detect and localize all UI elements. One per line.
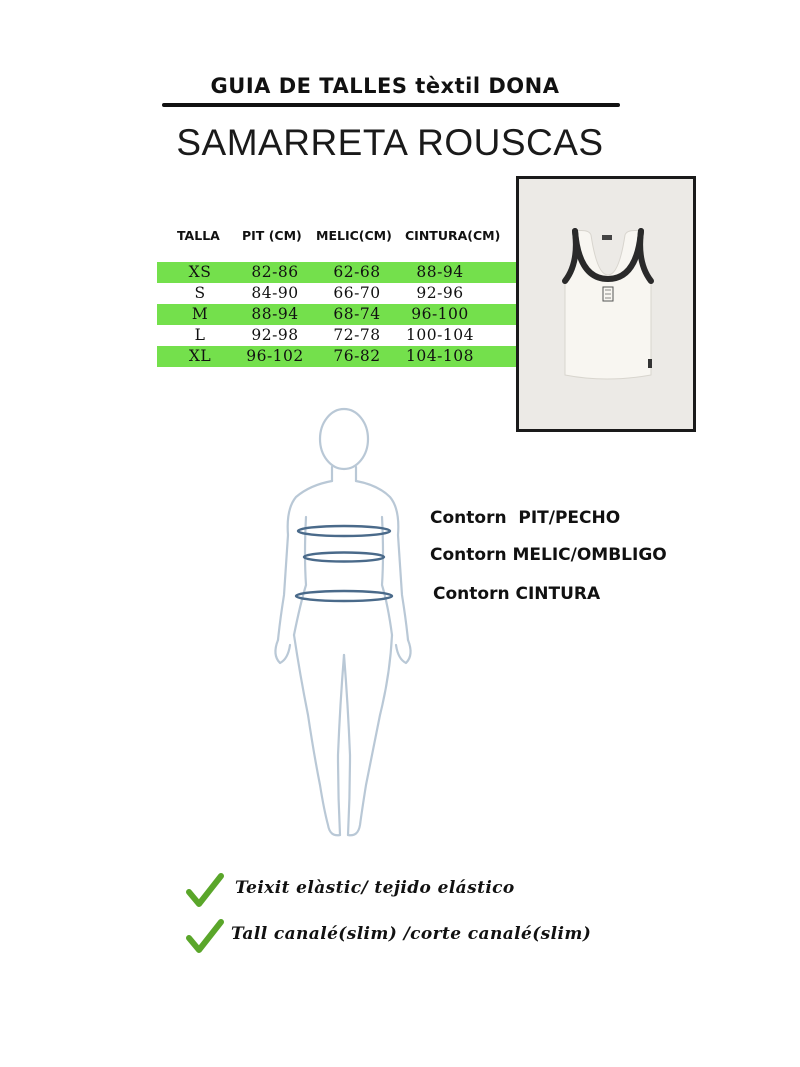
cell-size: M [191,305,209,323]
column-header-navel: MELIC(CM) [316,228,392,243]
cell-navel: 76-82 [333,347,381,365]
feature-text: Tall canalé(slim) /corte canalé(slim) [231,924,592,944]
cell-size: XL [188,347,212,365]
feature-item [185,918,645,958]
chest-band [298,526,390,536]
table-header [157,226,519,262]
contour-navel-label: Contorn MELIC/OMBLIGO [430,545,667,565]
header-divider [162,103,620,107]
cell-waist: 88-94 [416,263,464,281]
contour-chest-label: Contorn PIT/PECHO [430,508,621,528]
cell-chest: 84-90 [251,284,299,302]
guide-title: GUIA DE TALLES tèxtil DONA [210,74,560,98]
tank-top-illustration [519,179,693,429]
cell-navel: 66-70 [333,284,381,302]
table-row [157,283,519,304]
column-header-size: TALLA [177,228,220,243]
navel-band [304,553,384,562]
cell-waist: 100-104 [406,326,474,344]
measurement-bands [296,526,392,601]
cell-navel: 72-78 [333,326,381,344]
body-silhouette-figure [240,405,440,845]
cell-waist: 104-108 [406,347,474,365]
cell-size: L [194,326,206,344]
check-icon [185,918,225,956]
column-header-chest: PIT (CM) [242,228,302,243]
contour-waist-label: Contorn CINTURA [433,584,601,604]
table-row [157,262,519,283]
cell-size: XS [188,263,212,281]
product-title: SAMARRETA ROUSCAS [176,122,604,163]
table-row [157,325,519,346]
table-row [157,346,519,367]
cell-navel: 68-74 [333,305,381,323]
cell-navel: 62-68 [333,263,381,281]
cell-chest: 82-86 [251,263,299,281]
size-table [157,226,519,367]
cell-chest: 92-98 [251,326,299,344]
cell-waist: 92-96 [416,284,464,302]
cell-chest: 96-102 [246,347,304,365]
product-image [516,176,696,432]
feature-text: Teixit elàstic/ tejido elástico [235,878,515,898]
cell-size: S [194,284,206,302]
cell-waist: 96-100 [411,305,469,323]
table-row [157,304,519,325]
cell-chest: 88-94 [251,305,299,323]
silhouette-outline [275,409,410,835]
waist-band [296,591,392,601]
column-header-waist: CINTURA(CM) [405,228,501,243]
feature-item [185,872,585,912]
check-icon [185,872,225,910]
